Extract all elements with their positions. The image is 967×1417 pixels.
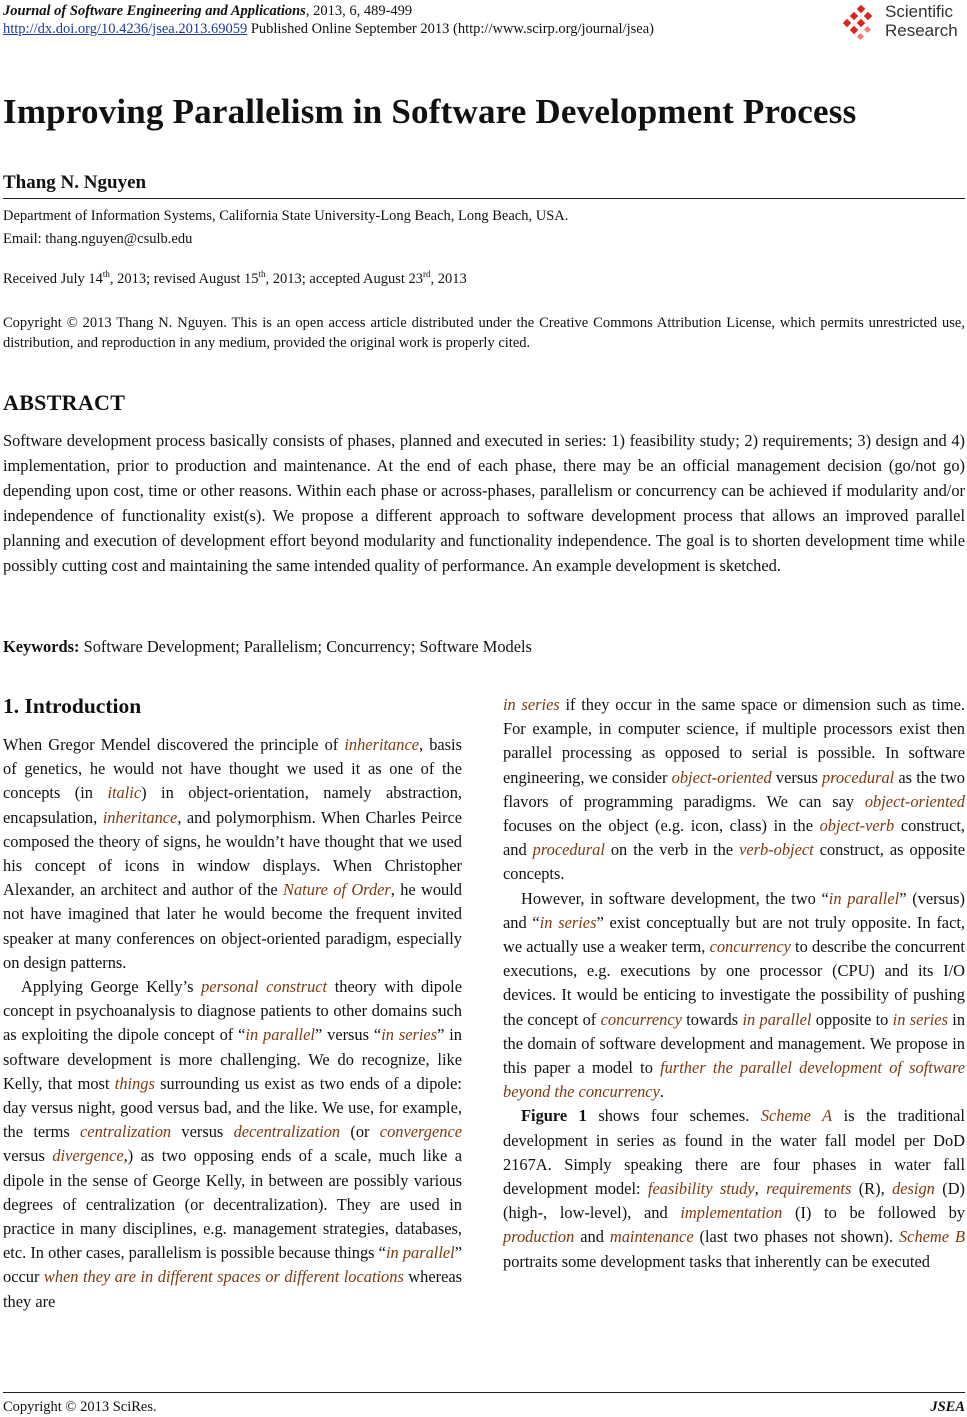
email: Email: thang.nguyen@csulb.edu bbox=[3, 231, 193, 247]
doi-link[interactable]: http://dx.doi.org/10.4236/jsea.2013.69059 bbox=[3, 21, 248, 37]
keywords-label: Keywords: bbox=[3, 637, 80, 656]
paragraph: However, in software development, the two “in parallel” (versus) and “in series” exist conceptually but are not truly opposite. In fact, we actually use a weaker term, concurrency to describe the concurrent executions, e.g. executions by one processor (CPU) and its I/O devices. It would be enticing to investigate the possibility of pushing the concept of concurrency towards in parallel opposite to in series in the domain of software development and management. We propose in this paper a model to further the parallel development of software beyond the concurrency. bbox=[503, 888, 966, 1102]
paragraph: When Gregor Mendel discovered the principle of inheritance, basis of genetics, he would not have thought we used it as one of the concepts (in italic) in object-orientation, namely abstraction, encapsulation, inheritance, and polymorphism. When Charles Peirce composed the theory of signs, he wouldn’t have thought that we used his concept of icons in window displays. When Christopher Alexander, an architect and author of the Nature of Order, he would not have imagined that later he would become the frequent invited speaker at many conferences on object-oriented paradigm, especially on design patterns. bbox=[3, 735, 463, 972]
author-divider bbox=[3, 198, 965, 199]
journal-volume: , 2013, 6, 489-499 bbox=[305, 3, 413, 19]
paragraph: in series if they occur in the same space or dimension such as time. For example, in computer science, if multiple processors exist then parallel processing as opposed to serial is possible. In software engineering, we consider object-oriented versus procedural as the two flavors of programming paradigms. We can say object-oriented focuses on the object (e.g. icon, class) in the object-verb construct, and procedural on the verb in the verb-object construct, as opposite concepts. bbox=[503, 695, 966, 884]
paragraph: Applying George Kelly’s personal construct theory with dipole concept in psychoanalysis to diagnose patients to other domains such as exploiting the dipole concept of “in parallel” versus “in series” in software development is more challenging. We do recognize, like Kelly, that most things surrounding us exist as two ends of a dipole: day versus night, good versus bad, and the like. We use, for example, the terms centralization versus decentralization (or convergence versus divergence,) as two opposing ends of a scale, much like a dipole in the sense of George Kelly, in between are possibly various degrees of centralization (or decentralization). They are used in practice in many disciplines, e.g. management strategies, databases, etc. In other cases, parallelism is possible because things “in parallel” occur when they are in different spaces or different locations whereas they are bbox=[3, 977, 463, 1311]
abstract-text: Software development process basically consists of phases, planned and executed in series: 1) feasibility study; 2) requirements; 3) design and 4) implementation, prior to production and maintenance. At the end of each phase, there may be an official management decision (go/not go) depending upon cost, time or other reasons. Within each phase or across-phases, parallelism or concurrency can be achieved if modularity and/or independence of functionality exist(s). We propose a different approach to software development process that allows an improved parallel planning and execution of development effort beyond modularity and functionality independence. The goal is to shorten development time while possibly cutting cost and maintaining the same intended quality of performance. An example development is sketched. bbox=[3, 431, 965, 575]
author-name: Thang N. Nguyen bbox=[3, 172, 147, 193]
scientific-research-logo-icon bbox=[843, 5, 879, 41]
footer-copyright: Copyright © 2013 SciRes. bbox=[3, 1399, 157, 1415]
keywords-list: Software Development; Parallelism; Concurrency; Software Models bbox=[79, 637, 532, 656]
journal-header bbox=[3, 3, 412, 20]
logo-line-2: Research bbox=[885, 21, 958, 40]
logo-text bbox=[885, 2, 958, 40]
journal-name: Journal of Software Engineering and Applications bbox=[3, 3, 306, 19]
footer-divider bbox=[3, 1392, 965, 1393]
paper-title: Improving Parallelism in Software Development Process bbox=[3, 92, 857, 131]
doi-line bbox=[3, 21, 654, 38]
body-column-left bbox=[3, 733, 462, 1314]
publisher-logo bbox=[843, 2, 961, 42]
keywords bbox=[3, 637, 532, 657]
logo-line-1: Scientific bbox=[885, 2, 954, 21]
footer-journal-abbrev: JSEA bbox=[930, 1399, 965, 1415]
section-heading: 1. Introduction bbox=[3, 694, 142, 718]
copyright-notice: Copyright © 2013 Thang N. Nguyen. This is an open access article distributed under the Creative Commons Attribution License, which permits unrestricted use, distribution, and reproduction in any medium, provided the original work is properly cited. bbox=[3, 315, 965, 351]
body-column-right bbox=[503, 693, 965, 1274]
abstract-heading: ABSTRACT bbox=[3, 390, 126, 415]
received-dates: Received July 14th, 2013; revised August 15th, 2013; accepted August 23rd, 2013 bbox=[3, 269, 467, 287]
affiliation: Department of Information Systems, California State University-Long Beach, Long Beach, USA. bbox=[3, 208, 569, 224]
published-info: Published Online September 2013 (http://www.scirp.org/journal/jsea) bbox=[247, 21, 654, 37]
paragraph: Figure 1 shows four schemes. Scheme A is the traditional development in series as found in the water fall model per DoD 2167A. Simply speaking there are four phases in water fall development model: feasibility study, requirements (R), design (D) (high-, low-level), and implementation (I) to be followed by production and maintenance (last two phases not shown). Scheme B portraits some development tasks that inherently can be executed bbox=[503, 1106, 965, 1271]
